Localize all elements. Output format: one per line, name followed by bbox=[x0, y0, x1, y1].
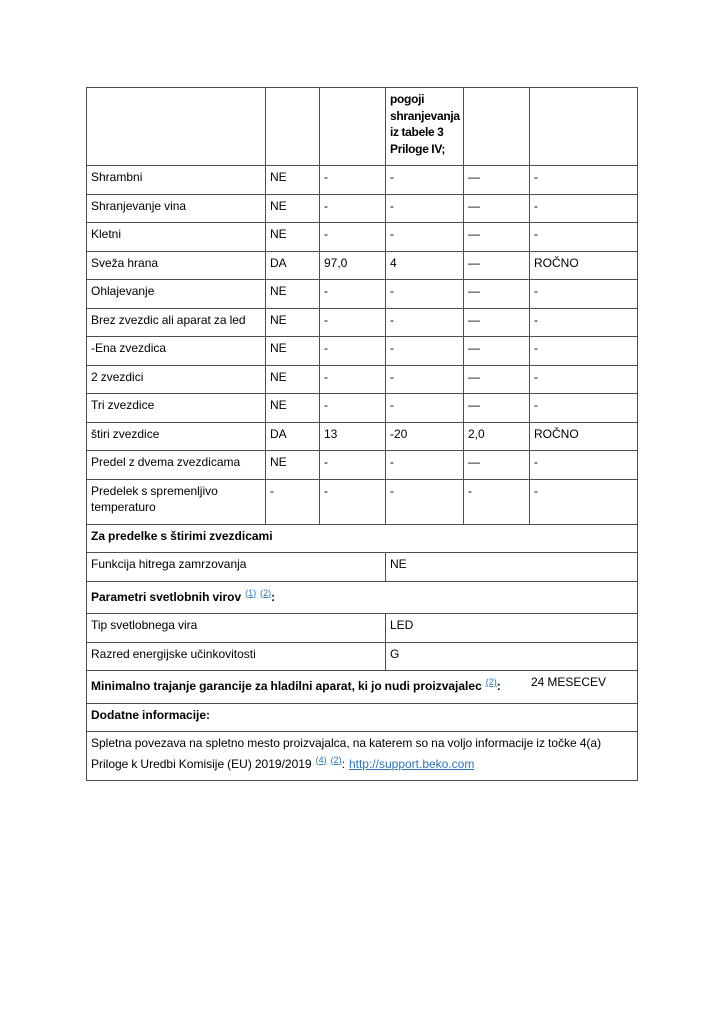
light-params-title: Parametri svetlobnih virov bbox=[91, 589, 242, 604]
table-cell: NE bbox=[266, 223, 320, 252]
table-cell: Ohlajevanje bbox=[87, 280, 266, 309]
table-cell: NE bbox=[266, 451, 320, 480]
table-cell: 2 zvezdici bbox=[87, 365, 266, 394]
table-cell: - bbox=[530, 223, 638, 252]
table-cell: 4 bbox=[386, 251, 464, 280]
footnote-link-2[interactable]: (2) bbox=[330, 754, 342, 765]
table-row bbox=[87, 451, 638, 480]
table-cell: - bbox=[320, 479, 386, 524]
table-cell: - bbox=[530, 194, 638, 223]
table-cell: 97,0 bbox=[320, 251, 386, 280]
table-cell: - bbox=[386, 451, 464, 480]
table-row bbox=[87, 422, 638, 451]
spec-table-body bbox=[87, 166, 638, 525]
table-cell: NE bbox=[266, 394, 320, 423]
four-star-section-title: Za predelke s štirimi zvezdicami bbox=[87, 524, 638, 553]
light-class-value: G bbox=[386, 642, 638, 671]
table-cell: - bbox=[530, 280, 638, 309]
table-cell: - bbox=[320, 365, 386, 394]
warranty-row bbox=[87, 671, 638, 704]
additional-info-row bbox=[87, 703, 638, 732]
table-cell: - bbox=[320, 308, 386, 337]
table-cell: štiri zvezdice bbox=[87, 422, 266, 451]
table-cell: -20 bbox=[386, 422, 464, 451]
header-cell-empty bbox=[320, 88, 386, 166]
table-cell: - bbox=[320, 451, 386, 480]
table-cell: - bbox=[530, 308, 638, 337]
table-row bbox=[87, 337, 638, 366]
table-cell: - bbox=[530, 166, 638, 195]
table-cell: Predelek s spremenljivo temperaturo bbox=[87, 479, 266, 524]
header-cell-empty bbox=[530, 88, 638, 166]
manufacturer-website-link[interactable]: http://support.beko.com bbox=[348, 756, 475, 771]
light-type-value: LED bbox=[386, 614, 638, 643]
table-row bbox=[87, 251, 638, 280]
table-cell: - bbox=[386, 194, 464, 223]
light-type-row bbox=[87, 614, 638, 643]
table-cell: — bbox=[464, 166, 530, 195]
table-cell: - bbox=[386, 166, 464, 195]
table-cell: ROČNO bbox=[530, 251, 638, 280]
light-params-colon: : bbox=[271, 589, 276, 604]
table-cell: — bbox=[464, 394, 530, 423]
table-cell: Shranjevanje vina bbox=[87, 194, 266, 223]
fast-freeze-label: Funkcija hitrega zamrzovanja bbox=[87, 553, 386, 582]
table-cell: — bbox=[464, 223, 530, 252]
table-cell: — bbox=[464, 451, 530, 480]
table-cell: - bbox=[386, 479, 464, 524]
table-cell: NE bbox=[266, 337, 320, 366]
footnote-link-4[interactable]: (4) bbox=[315, 754, 327, 765]
website-colon: : bbox=[341, 756, 345, 771]
table-row bbox=[87, 308, 638, 337]
header-cell-storage-conditions: pogoji shranjevanja iz tabele 3 Priloge IV; bbox=[386, 88, 464, 166]
light-type-label: Tip svetlobnega vira bbox=[87, 614, 386, 643]
footnote-link-2[interactable]: (2) bbox=[485, 677, 497, 687]
table-cell: - bbox=[320, 223, 386, 252]
header-cell-empty bbox=[266, 88, 320, 166]
table-cell: NE bbox=[266, 308, 320, 337]
table-cell: - bbox=[320, 280, 386, 309]
table-cell: - bbox=[464, 479, 530, 524]
section-row-four-star bbox=[87, 524, 638, 553]
fast-freeze-row bbox=[87, 553, 638, 582]
table-cell: - bbox=[386, 337, 464, 366]
spec-table-footer-section bbox=[87, 524, 638, 781]
header-cell-empty bbox=[87, 88, 266, 166]
table-cell: Sveža hrana bbox=[87, 251, 266, 280]
table-cell: - bbox=[320, 394, 386, 423]
footnote-link-1[interactable]: (1) bbox=[245, 587, 257, 598]
warranty-label: Minimalno trajanje garancije za hladilni aparat, ki jo nudi proizvajalec bbox=[91, 679, 482, 693]
footnote-link-2[interactable]: (2) bbox=[260, 587, 272, 598]
table-header-section bbox=[87, 88, 638, 166]
table-cell: NE bbox=[266, 365, 320, 394]
website-row bbox=[87, 732, 638, 781]
table-row bbox=[87, 194, 638, 223]
table-cell: — bbox=[464, 337, 530, 366]
table-cell: - bbox=[530, 451, 638, 480]
warranty-value: 24 MESECEV bbox=[531, 675, 607, 689]
table-cell: ROČNO bbox=[530, 422, 638, 451]
table-cell: NE bbox=[266, 280, 320, 309]
table-row bbox=[87, 223, 638, 252]
table-cell: — bbox=[464, 194, 530, 223]
table-header-row bbox=[87, 88, 638, 166]
table-cell: DA bbox=[266, 422, 320, 451]
table-cell: - bbox=[386, 223, 464, 252]
additional-info-title: Dodatne informacije: bbox=[87, 703, 638, 732]
table-cell: - bbox=[266, 479, 320, 524]
website-text: Spletna povezava na spletno mesto proizvajalca, na katerem so na voljo informacije iz točke 4(a) Priloge k Uredbi Komisije (EU) 2019/2019 bbox=[91, 736, 602, 771]
table-cell: - bbox=[386, 280, 464, 309]
header-cell-empty bbox=[464, 88, 530, 166]
table-row bbox=[87, 280, 638, 309]
table-cell: -Ena zvezdica bbox=[87, 337, 266, 366]
table-cell: NE bbox=[266, 194, 320, 223]
table-cell: - bbox=[530, 337, 638, 366]
fast-freeze-value: NE bbox=[386, 553, 638, 582]
table-row bbox=[87, 394, 638, 423]
table-cell: Kletni bbox=[87, 223, 266, 252]
table-cell: - bbox=[386, 308, 464, 337]
table-cell: - bbox=[320, 337, 386, 366]
warranty-cell bbox=[87, 671, 638, 704]
spec-table bbox=[86, 87, 638, 781]
table-cell: — bbox=[464, 251, 530, 280]
table-cell: — bbox=[464, 280, 530, 309]
table-row bbox=[87, 365, 638, 394]
table-cell: Tri zvezdice bbox=[87, 394, 266, 423]
warranty-colon: : bbox=[496, 679, 501, 693]
table-cell: — bbox=[464, 308, 530, 337]
table-cell: NE bbox=[266, 166, 320, 195]
table-row bbox=[87, 479, 638, 524]
table-cell: - bbox=[320, 166, 386, 195]
table-cell: 13 bbox=[320, 422, 386, 451]
website-cell bbox=[87, 732, 638, 781]
table-cell: Brez zvezdic ali aparat za led bbox=[87, 308, 266, 337]
table-cell: Shrambni bbox=[87, 166, 266, 195]
light-params-row bbox=[87, 581, 638, 614]
table-cell: - bbox=[386, 365, 464, 394]
table-cell: - bbox=[386, 394, 464, 423]
light-class-label: Razred energijske učinkovitosti bbox=[87, 642, 386, 671]
table-cell: Predel z dvema zvezdicama bbox=[87, 451, 266, 480]
table-row bbox=[87, 166, 638, 195]
table-cell: - bbox=[320, 194, 386, 223]
table-cell: — bbox=[464, 365, 530, 394]
light-class-row bbox=[87, 642, 638, 671]
table-cell: 2,0 bbox=[464, 422, 530, 451]
light-params-cell bbox=[87, 581, 638, 614]
table-cell: - bbox=[530, 479, 638, 524]
table-cell: - bbox=[530, 394, 638, 423]
table-cell: - bbox=[530, 365, 638, 394]
table-cell: DA bbox=[266, 251, 320, 280]
